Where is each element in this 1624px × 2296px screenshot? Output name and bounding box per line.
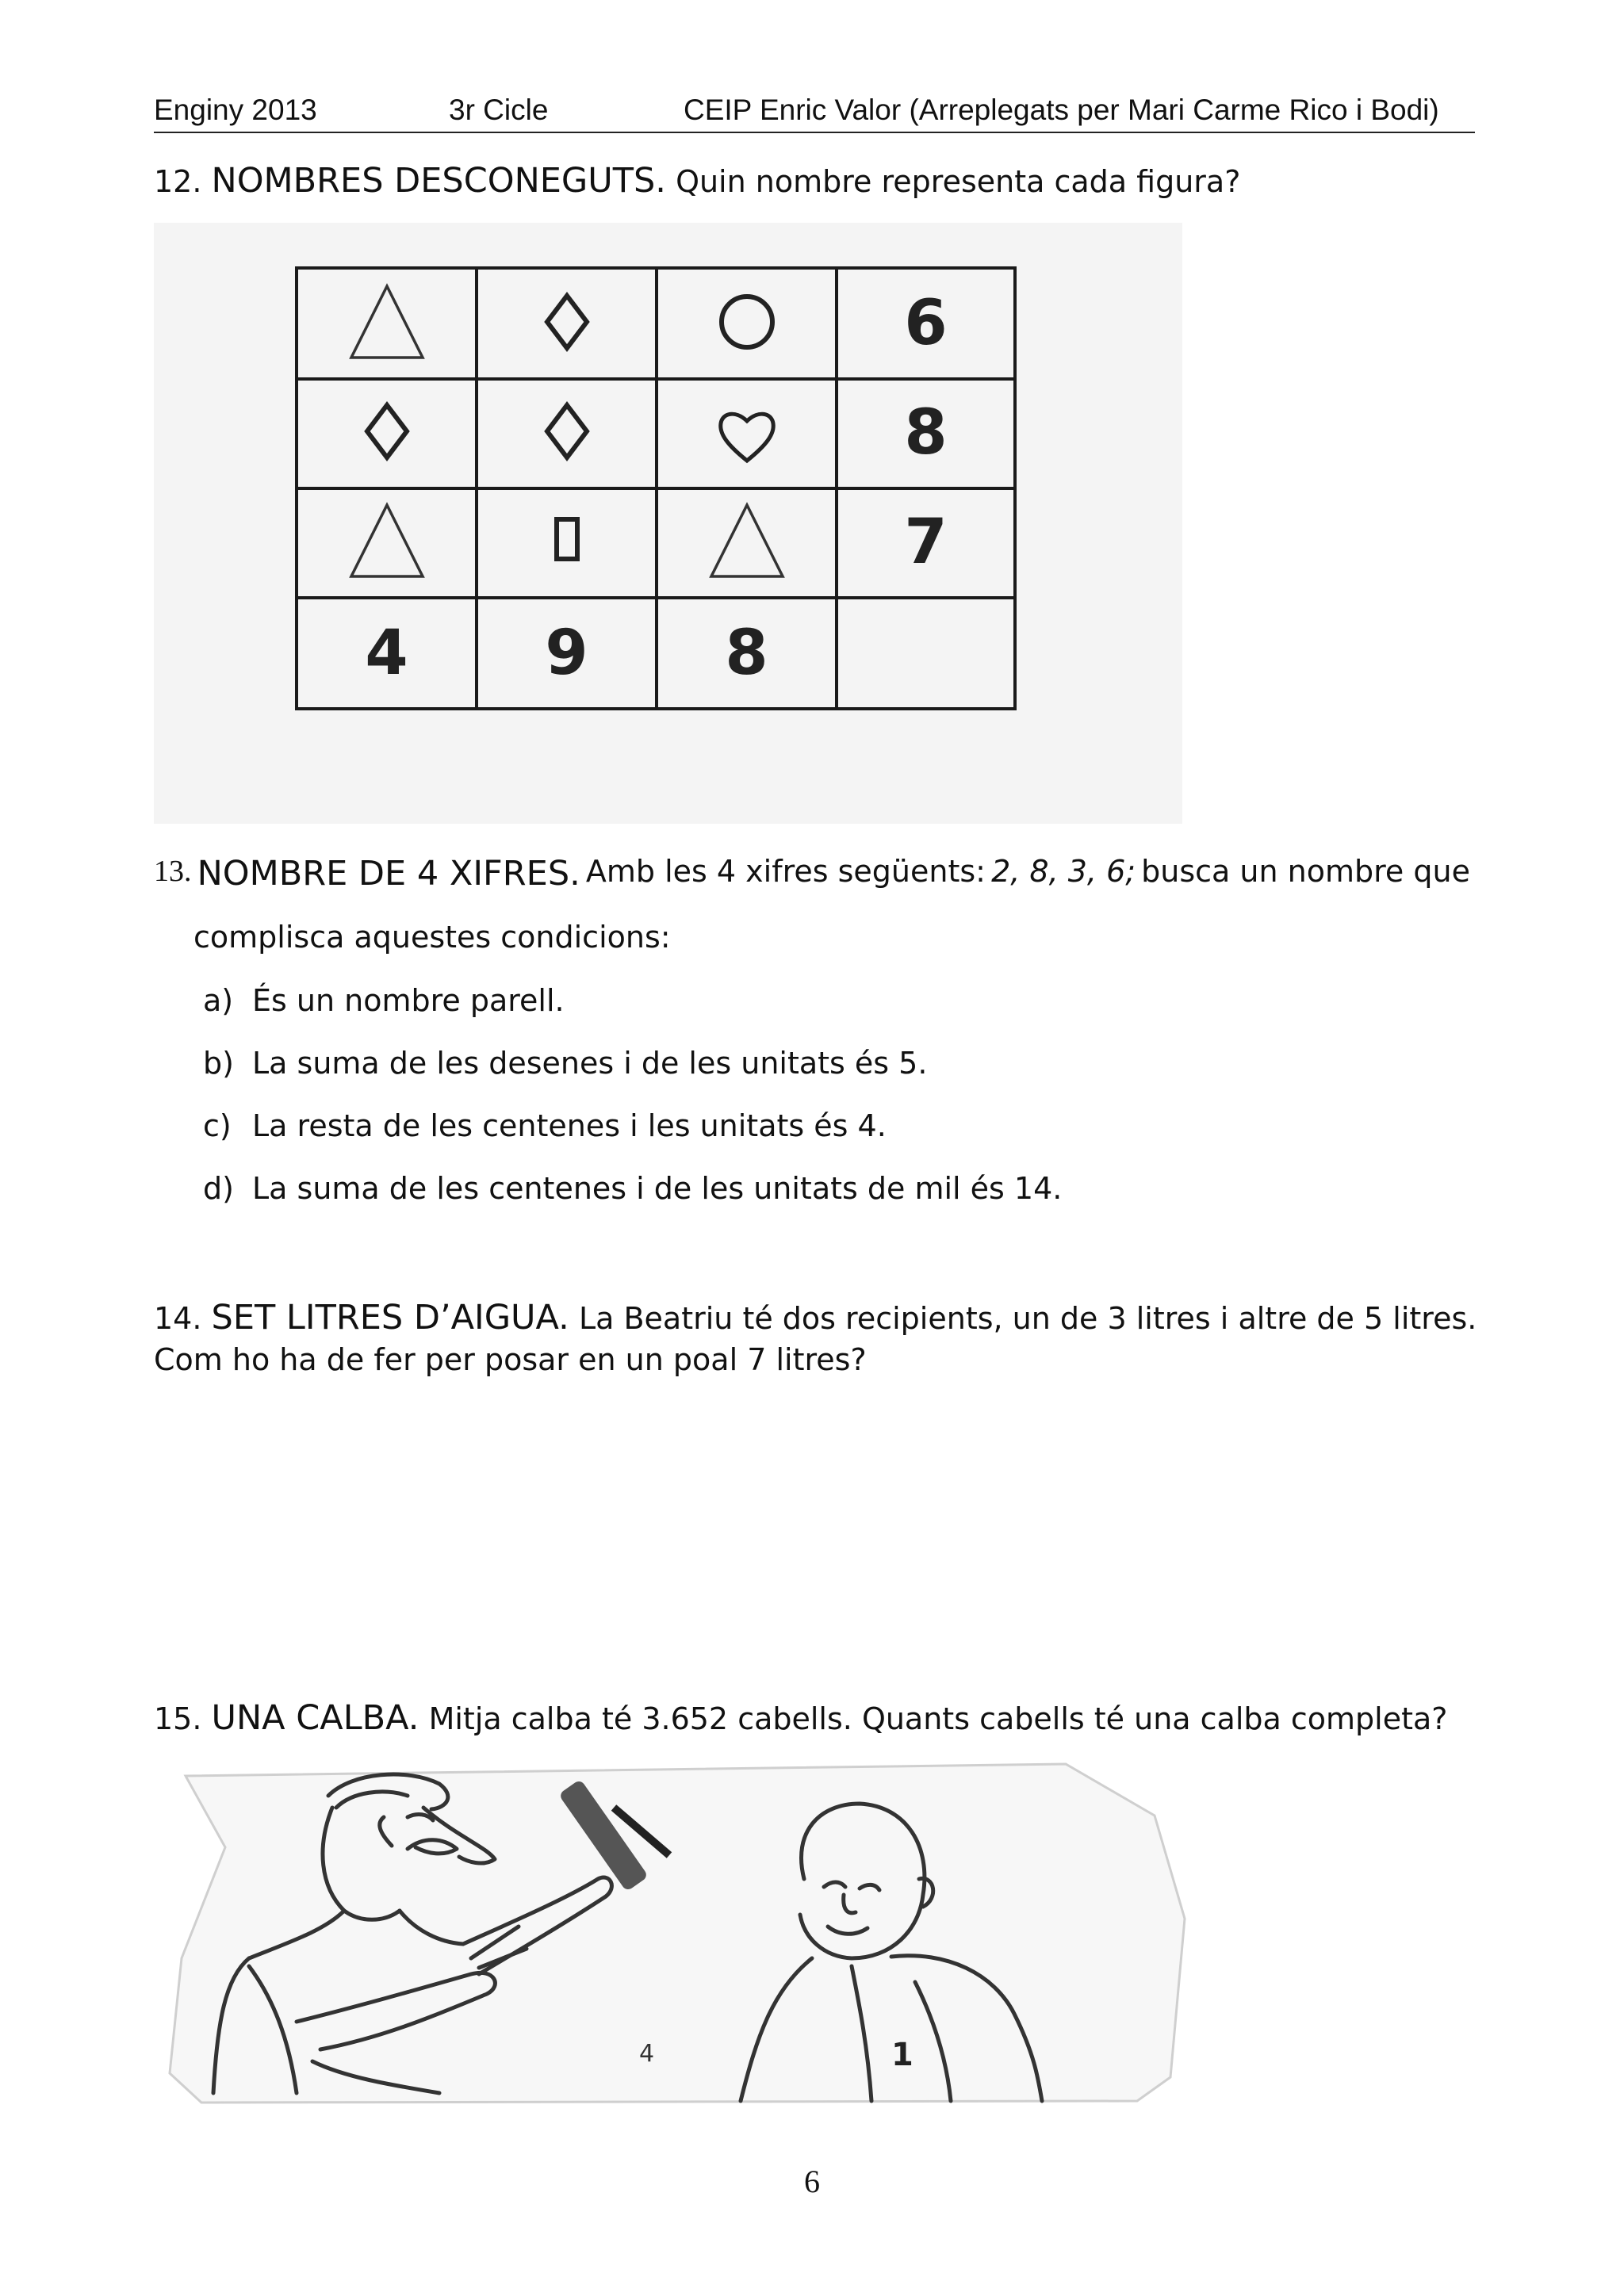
header-left: Enginy 2013	[154, 94, 317, 126]
grid-cell	[478, 270, 658, 381]
q15-title: UNA CALBA.	[211, 1698, 419, 1738]
rectangle-icon	[523, 497, 611, 587]
sketch-mark-right: 1	[891, 2037, 914, 2073]
page-number: 6	[804, 2164, 820, 2199]
q13-text-a: Amb les 4 xifres següents:	[585, 854, 986, 889]
q15-number: 15.	[154, 1701, 202, 1736]
q13-item-a	[203, 983, 565, 1018]
q13-item-text: És un nombre parell.	[252, 983, 565, 1018]
q13-item-b	[203, 1046, 927, 1081]
diamond-icon	[523, 388, 611, 478]
grid-number: 9	[545, 618, 588, 689]
grid-cell	[298, 488, 478, 599]
header-right: CEIP Enric Valor (Arreplegats per Mari Carme Rico i Bodi)	[684, 94, 1439, 126]
q13-item-d	[203, 1171, 1062, 1206]
grid-number: 4	[365, 618, 408, 689]
grid-number: 7	[904, 507, 948, 578]
q12-title: NOMBRES DESCONEGUTS.	[211, 161, 666, 201]
q13-text-c: complisca aquestes condicions:	[193, 920, 671, 955]
q14-number: 14.	[154, 1301, 202, 1336]
q12-text: Quin nombre representa cada figura?	[676, 164, 1241, 199]
q14-heading	[154, 1298, 1477, 1337]
grid-cell	[658, 379, 838, 490]
grid-number: 8	[904, 397, 948, 469]
triangle-icon	[703, 497, 791, 587]
q13-item-label: c)	[203, 1108, 232, 1143]
q13-item-text: La suma de les centenes i de les unitats de mil és 14.	[252, 1171, 1063, 1206]
header-divider	[154, 132, 1475, 133]
triangle-icon	[343, 278, 431, 369]
grid-cell	[838, 379, 1013, 490]
sketch-mark-left: 4	[639, 2040, 655, 2068]
grid-cell	[478, 379, 658, 490]
grid-cell	[658, 598, 838, 709]
q13-text-b: busca un nombre que	[1141, 854, 1470, 889]
grid-cell	[658, 270, 838, 381]
q15-text: Mitja calba té 3.652 cabells. Quants cabells té una calba completa?	[428, 1701, 1448, 1736]
q13-item-c	[203, 1108, 887, 1143]
grid-cell	[298, 598, 478, 709]
diamond-icon	[343, 388, 431, 478]
grid-cell	[298, 270, 478, 381]
q14-title: SET LITRES D’AIGUA.	[211, 1298, 569, 1337]
q13-item-label: a)	[203, 983, 234, 1018]
q13-heading	[154, 854, 1470, 894]
grid-cell	[658, 488, 838, 599]
q12-heading	[154, 161, 1240, 201]
circle-icon	[703, 278, 791, 369]
grid-cell	[298, 379, 478, 490]
q15-heading	[154, 1698, 1447, 1738]
q13-number: 13.	[154, 855, 192, 888]
q13-item-label: b)	[203, 1046, 234, 1081]
q14-text2: Com ho ha de fer per posar en un poal 7 litres?	[154, 1342, 867, 1377]
grid-cell	[838, 488, 1013, 599]
grid-number: 8	[725, 618, 768, 689]
grid-cell	[478, 488, 658, 599]
diamond-icon	[523, 278, 611, 369]
grid-cell	[838, 270, 1013, 381]
q15-barber-illustration	[154, 1760, 1204, 2109]
heart-icon	[703, 388, 791, 478]
grid-number: 6	[904, 288, 948, 359]
triangle-icon	[343, 497, 431, 587]
q13-item-text: La suma de les desenes i de les unitats és 5.	[252, 1046, 928, 1081]
q13-digits: 2, 8, 3, 6;	[991, 854, 1136, 889]
q13-item-label: d)	[203, 1171, 234, 1206]
q12-number: 12.	[154, 164, 202, 199]
q13-item-text: La resta de les centenes i les unitats és 4.	[252, 1108, 887, 1143]
q12-figure-grid	[295, 266, 1017, 710]
grid-cell	[478, 598, 658, 709]
header-middle: 3r Cicle	[449, 94, 549, 126]
q14-text: La Beatriu té dos recipients, un de 3 litres i altre de 5 litres.	[578, 1301, 1477, 1336]
grid-cell	[838, 598, 1013, 709]
q13-title: NOMBRE DE 4 XIFRES.	[197, 854, 580, 894]
